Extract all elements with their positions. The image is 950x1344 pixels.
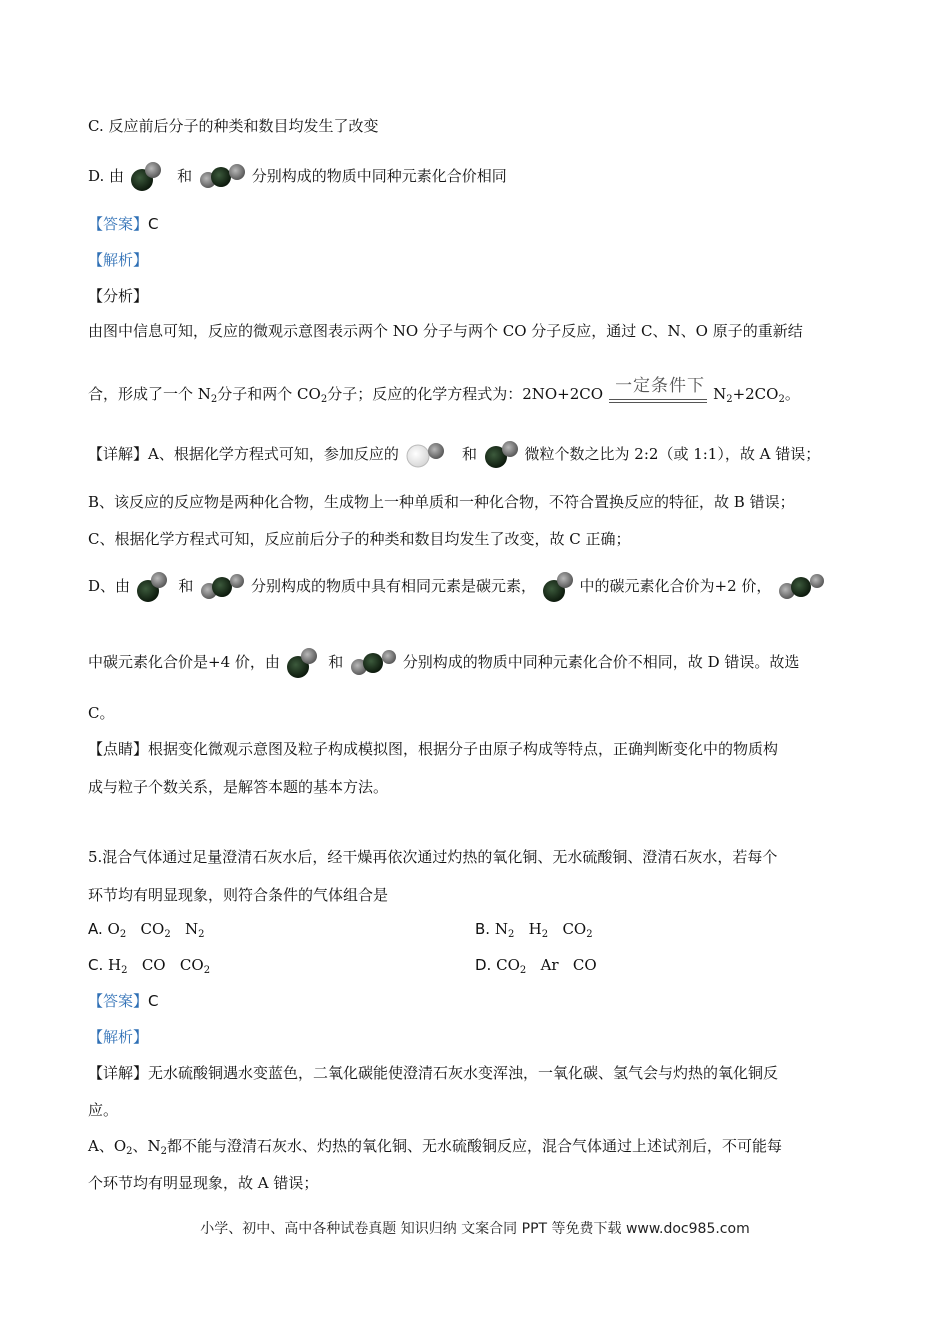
q5-detail-2: 应。 [88, 1101, 119, 1119]
q4-fenxi-line2: 合，形成了一个 $N_2$分子和两个 $CO_2$分子；反应的化学方程式为：2NO+2CO 一定条件下 $N_2+2CO_2$。 [88, 383, 800, 411]
q4-dianjing-1: 【点睛】根据变化微观示意图及粒子构成模拟图，根据分子由原子构成等特点，正确判断变化中的物质构 [88, 740, 779, 758]
co2-molecule-icon [348, 647, 398, 679]
q5-option-a: A. $O_2$ $CO_2$ $N_2$ [88, 920, 205, 940]
q5-stem-2: 环节均有明显现象，则符合条件的气体组合是 [88, 886, 389, 904]
reaction-condition: 一定条件下 [609, 389, 707, 411]
q4-fenxi-label: 【分析】 [88, 287, 149, 305]
q5-detail-a-2: 个环节均有明显现象，故 A 错误； [88, 1174, 319, 1192]
q4-dianjing-2: 成与粒子个数关系，是解答本题的基本方法。 [88, 778, 389, 796]
q4-detail-b: B、该反应的反应物是两种化合物，生成物上一种单质和一种化合物，不符合置换反应的特征，故 B 错误； [88, 493, 795, 511]
q5-option-d: D. $CO_2$ Ar CO [475, 956, 597, 976]
q5-answer: 【答案】C [88, 992, 159, 1010]
q5-stem-1: 5.混合气体通过足量澄清石灰水后，经干燥再依次通过灼热的氧化铜、无水硫酸铜、澄清石灰水，若每个 [88, 848, 778, 866]
q4-fenxi-line1: 由图中信息可知，反应的微观示意图表示两个 NO 分子与两个 CO 分子反应，通过 C、N、O 原子的重新结 [88, 322, 803, 340]
no-molecule-icon [404, 441, 448, 469]
co-molecule-icon [482, 440, 520, 470]
q4-detail-d: D、由 和 分别构成的物质中具有相同元素是碳元素， 中的碳元素化合价为+2 价， [88, 568, 826, 605]
co-molecule-icon [129, 160, 163, 194]
q4-detail-d2: 中碳元素化合价是+4 价，由 和 分别构成的物质中同种元素化合价不相同，故 D 错误。故选 [88, 644, 799, 681]
co2-molecule-icon [197, 162, 247, 192]
co-molecule-icon [135, 569, 169, 605]
q4-option-d: D. 由 和 分别构成的物质中同种元素化合价相同 [88, 160, 507, 194]
q4-detail-a: 【详解】A、根据化学方程式可知，参加反应的 和 微粒个数之比为 2:2（或 1:1），故 A 错误； [88, 438, 820, 470]
q5-detail-1: 【详解】无水硫酸铜遇水变蓝色，二氧化碳能使澄清石灰水变浑浊，一氧化碳、氢气会与灼热的氧化铜反 [88, 1064, 779, 1082]
co2-molecule-icon [776, 571, 826, 603]
q4-analysis-label: 【解析】 [88, 251, 149, 269]
q4-option-c: C. 反应前后分子的种类和数目均发生了改变 [88, 117, 379, 135]
q4-detail-c: C、根据化学方程式可知，反应前后分子的种类和数目均发生了改变，故 C 正确； [88, 530, 631, 548]
co-molecule-icon [285, 645, 319, 681]
co2-molecule-icon [198, 571, 246, 603]
q5-analysis-label: 【解析】 [88, 1028, 149, 1046]
co-molecule-icon [541, 569, 575, 605]
q5-detail-a-1: A、$O_2$、$N_2$都不能与澄清石灰水、灼热的氧化铜、无水硫酸铜反应，混合气体通过上述试剂后，不可能每 [88, 1137, 783, 1157]
q4-detail-d3: C。 [88, 704, 115, 722]
q5-option-c: C. $H_2$ CO $CO_2$ [88, 956, 211, 976]
q5-option-b: B. $N_2$ $H_2$ $CO_2$ [475, 920, 593, 940]
page-footer: 小学、初中、高中各种试卷真题 知识归纳 文案合同 PPT 等免费下载 www.doc985.com [200, 1221, 750, 1237]
q4-answer: 【答案】C [88, 215, 159, 233]
